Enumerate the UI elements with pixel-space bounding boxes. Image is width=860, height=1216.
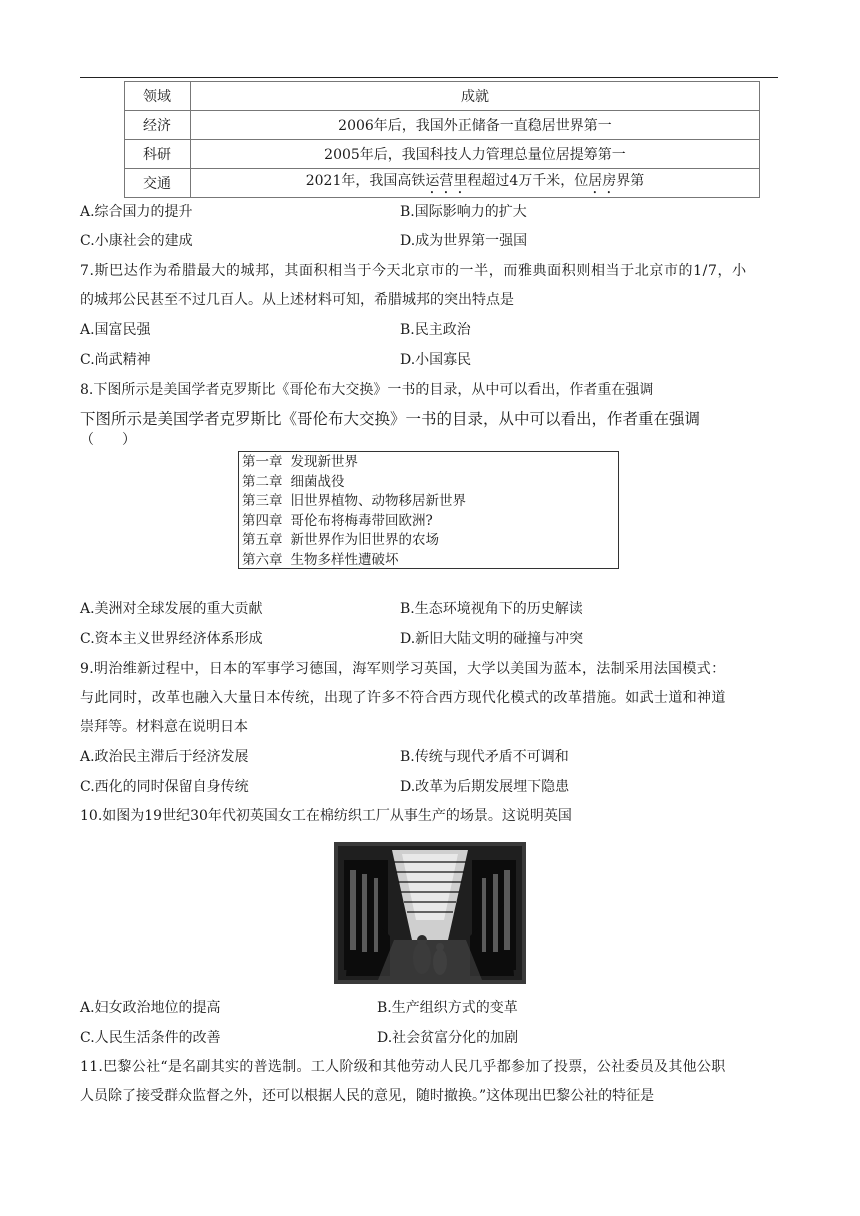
chapter-item xyxy=(242,531,618,551)
chapter-number: 第四章 xyxy=(242,512,283,529)
header-field: 领域 xyxy=(125,82,191,111)
row-achievement: 2006年后，我国外正储备一直稳居世界第一 xyxy=(191,111,760,140)
row-achievement xyxy=(191,169,760,198)
achievement-text: 界第 xyxy=(616,172,645,189)
chapter-number: 第三章 xyxy=(242,493,283,509)
table-header-row xyxy=(125,82,760,111)
q10-stem-line1: 10.如图为19世纪30年代初英国女工在棉纺织工厂从事生产的场景。这说明英国 xyxy=(80,808,572,824)
chapter-item xyxy=(242,473,618,493)
q8-answer-paren: （ ） xyxy=(80,432,136,448)
q9-option-b: B.传统与现代矛盾不可调和 xyxy=(400,749,569,765)
q10-option-a: A.妇女政治地位的提高 xyxy=(80,1000,221,1016)
q6-option-d: D.成为世界第一强国 xyxy=(400,233,528,249)
chapter-title: 新世界作为旧世界的农场 xyxy=(290,532,439,548)
q9-option-c: C.西化的同时保留自身传统 xyxy=(80,779,249,795)
q7-option-c: C.尚武精神 xyxy=(80,352,151,368)
row-field: 交通 xyxy=(125,169,191,198)
chapter-number: 第六章 xyxy=(242,551,283,568)
chapter-item xyxy=(242,453,618,473)
table-row xyxy=(125,140,760,169)
q11-stem-line1: 11.巴黎公社“是名副其实的普选制。工人阶级和其他劳动人民几乎都参加了投票，公社委员及其他公职 xyxy=(80,1059,726,1075)
chapter-title: 细菌战役 xyxy=(290,473,345,490)
q6-option-c: C.小康社会的建成 xyxy=(80,233,193,249)
q9-stem-line2: 与此同时，改革也融入大量日本传统，出现了许多不符合西方现代化模式的改革措施。如武士道和神道 xyxy=(80,690,726,706)
chapter-item xyxy=(242,551,618,571)
q8-option-a: A.美洲对全球发展的重大贡献 xyxy=(80,601,263,617)
chapter-number: 第一章 xyxy=(242,454,283,470)
q7-stem-line1: 7.斯巴达作为希腊最大的城邦，其面积相当于今天北京市的一半，而雅典面积则相当于北京市的1/7，小 xyxy=(80,263,747,279)
factory-illustration xyxy=(332,840,528,986)
chapter-item xyxy=(242,512,618,532)
q10-option-c: C.人民生活条件的改善 xyxy=(80,1030,221,1046)
q7-option-d: D.小国寡民 xyxy=(400,352,472,368)
q6-option-a: A.综合国力的提升 xyxy=(80,204,193,220)
chapter-item xyxy=(242,492,618,512)
q9-stem-line1: 9.明治维新过程中，日本的军事学习德国，海军则学习英国，大学以美国为蓝本，法制采用法国模式： xyxy=(80,661,726,677)
emphasized-text: 居房 xyxy=(588,172,617,189)
book-contents-box xyxy=(238,451,619,569)
chapter-title: 发现新世界 xyxy=(290,454,358,470)
q9-option-d: D.改革为后期发展埋下隐患 xyxy=(400,779,570,795)
q7-stem-line2: 的城邦公民甚至不过几百人。从上述材料可知，希腊城邦的突出特点是 xyxy=(80,292,514,308)
row-field: 经济 xyxy=(125,111,191,140)
q11-stem-line2: 人员除了接受群众监督之外，还可以根据人民的意见，随时撤换。”这体现出巴黎公社的特征是 xyxy=(80,1088,655,1104)
table-row xyxy=(125,169,760,198)
q7-option-b: B.民主政治 xyxy=(400,322,471,338)
header-rule xyxy=(80,77,778,78)
q9-option-a: A.政治民主滞后于经济发展 xyxy=(80,749,249,765)
q8-option-c: C.资本主义世界经济体系形成 xyxy=(80,631,263,647)
row-field: 科研 xyxy=(125,140,191,169)
q8-stem-line1: 8.下图所示是美国学者克罗斯比《哥伦布大交换》一书的目录，从中可以看出，作者重在强调 xyxy=(80,382,654,398)
row-achievement: 2005年后，我国科技人力管理总量位居提筹第一 xyxy=(191,140,760,169)
q8-option-b: B.生态环境视角下的历史解读 xyxy=(400,601,583,617)
emphasized-text: 运营里 xyxy=(425,172,468,189)
q10-option-b: B.生产组织方式的变革 xyxy=(377,1000,518,1016)
achievement-text: 2021年，我国高铁 xyxy=(305,172,426,189)
q10-option-d: D.社会贫富分化的加剧 xyxy=(377,1030,519,1046)
chapter-number: 第五章 xyxy=(242,532,283,548)
q9-stem-line3: 崇拜等。材料意在说明日本 xyxy=(80,719,248,735)
achievement-text: 程超过4万千米，位 xyxy=(467,172,589,189)
table-row xyxy=(125,111,760,140)
q7-option-a: A.国富民强 xyxy=(80,322,151,338)
q8-option-d: D.新旧大陆文明的碰撞与冲突 xyxy=(400,631,584,647)
chapter-number: 第二章 xyxy=(242,473,283,490)
chapter-title: 生物多样性遭破坏 xyxy=(290,551,399,568)
chapter-title: 哥伦布将梅毒带回欧洲? xyxy=(290,512,433,529)
q8-stem-line2: 下图所示是美国学者克罗斯比《哥伦布大交换》一书的目录，从中可以看出，作者重在强调 xyxy=(80,410,701,428)
header-achievement: 成就 xyxy=(191,82,760,111)
achievements-table xyxy=(124,81,760,198)
chapter-title: 旧世界植物、动物移居新世界 xyxy=(290,493,466,509)
q6-option-b: B.国际影响力的扩大 xyxy=(400,204,527,220)
